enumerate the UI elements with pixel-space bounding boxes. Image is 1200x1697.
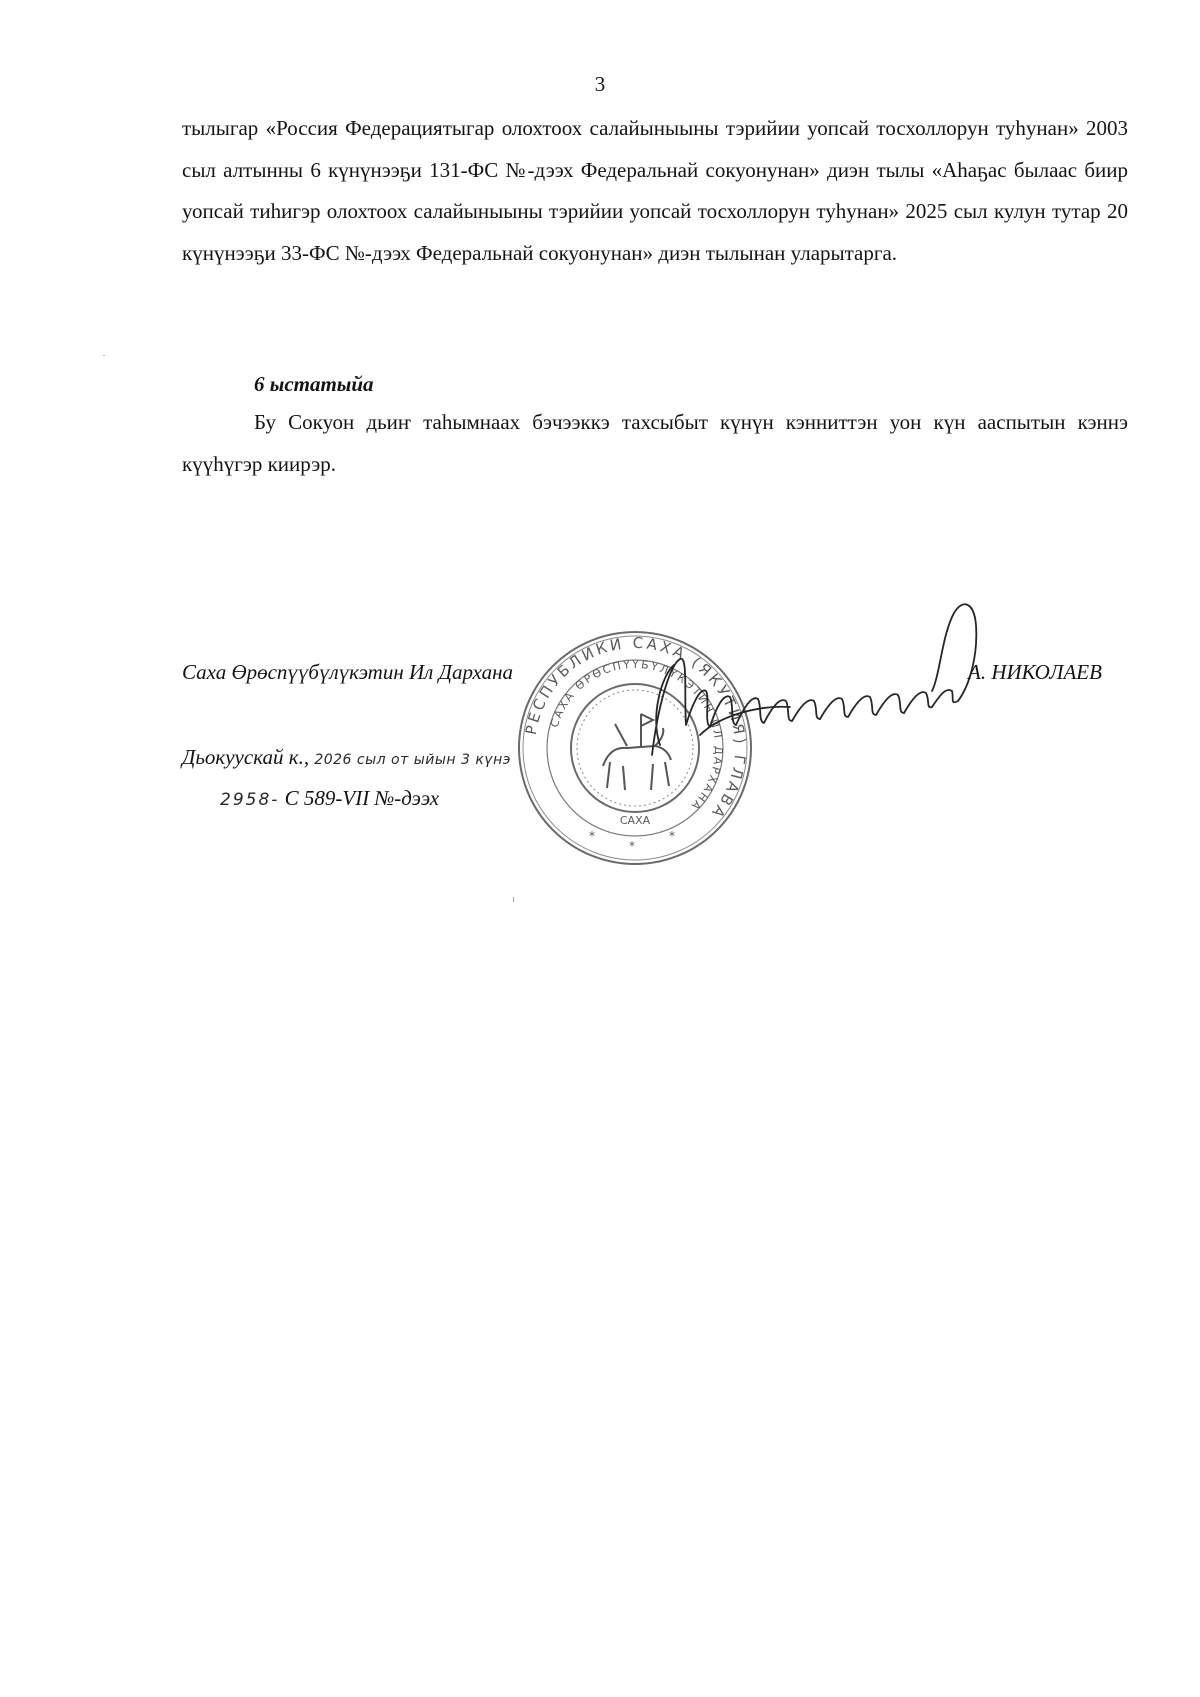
- place-date-line: [182, 745, 511, 770]
- page-number: 3: [594, 72, 606, 96]
- handwritten-number: 2958-: [220, 790, 280, 810]
- signatory-title: Саха Өрөспүүбүлүкэтин Ил Дархана: [182, 660, 513, 684]
- article-heading: 6 ыстатыйа: [254, 372, 374, 396]
- seal-stars: [589, 829, 675, 853]
- svg-text:*: *: [629, 839, 635, 853]
- scan-artifact: [103, 355, 105, 356]
- scan-artifact: [513, 897, 514, 902]
- body-paragraph: тылыгар «Россия Федерациятыгар олохтоох салайыныыны тэрийии уопсай тосхоллорун туһунан» 2003 сыл алтынны 6 күнүнээҕи 131-ФС №-дээх Федеральнай сокуонунан» диэн тылы «Аһаҕас былаас биир уопсай тиһигэр олохтоох салайыныыны тэрийии уопсай тосхоллорун туһунан» 2025 сыл кулун тутар 20 күнүнээҕи 33-ФС №-дээх Федеральнай сокуонунан» диэн тылынан уларытарга.: [182, 116, 1128, 265]
- law-number-suffix: С 589-VII №-дээх: [284, 786, 440, 810]
- svg-text:*: *: [589, 829, 595, 843]
- place-prefix: Дьокуускай к.,: [182, 745, 310, 769]
- law-number-line: [220, 786, 439, 811]
- seal-center-text: САХА: [619, 814, 651, 827]
- handwritten-signature: [640, 595, 1020, 795]
- handwritten-date: 2026 сыл от ыйын 3 күнэ: [314, 752, 511, 768]
- seal-inner-text: САХА ӨРӨСПҮҮБҮЛҮКЭТИН ИЛ ДАРХАНА: [547, 657, 726, 814]
- article-paragraph: Бу Сокуон дьиҥ таһымнаах бэчээккэ тахсыбыт күнүн кэнниттэн уон күн ааспытын кэннэ күүһүгэр киирэр.: [182, 410, 1128, 476]
- svg-text:*: *: [669, 829, 675, 843]
- seal-outer-text: РЕСПУБЛИКИ САХА (ЯКУТИЯ) ГЛАВА: [521, 633, 750, 824]
- signatory-name: А. НИКОЛАЕВ: [968, 660, 1102, 684]
